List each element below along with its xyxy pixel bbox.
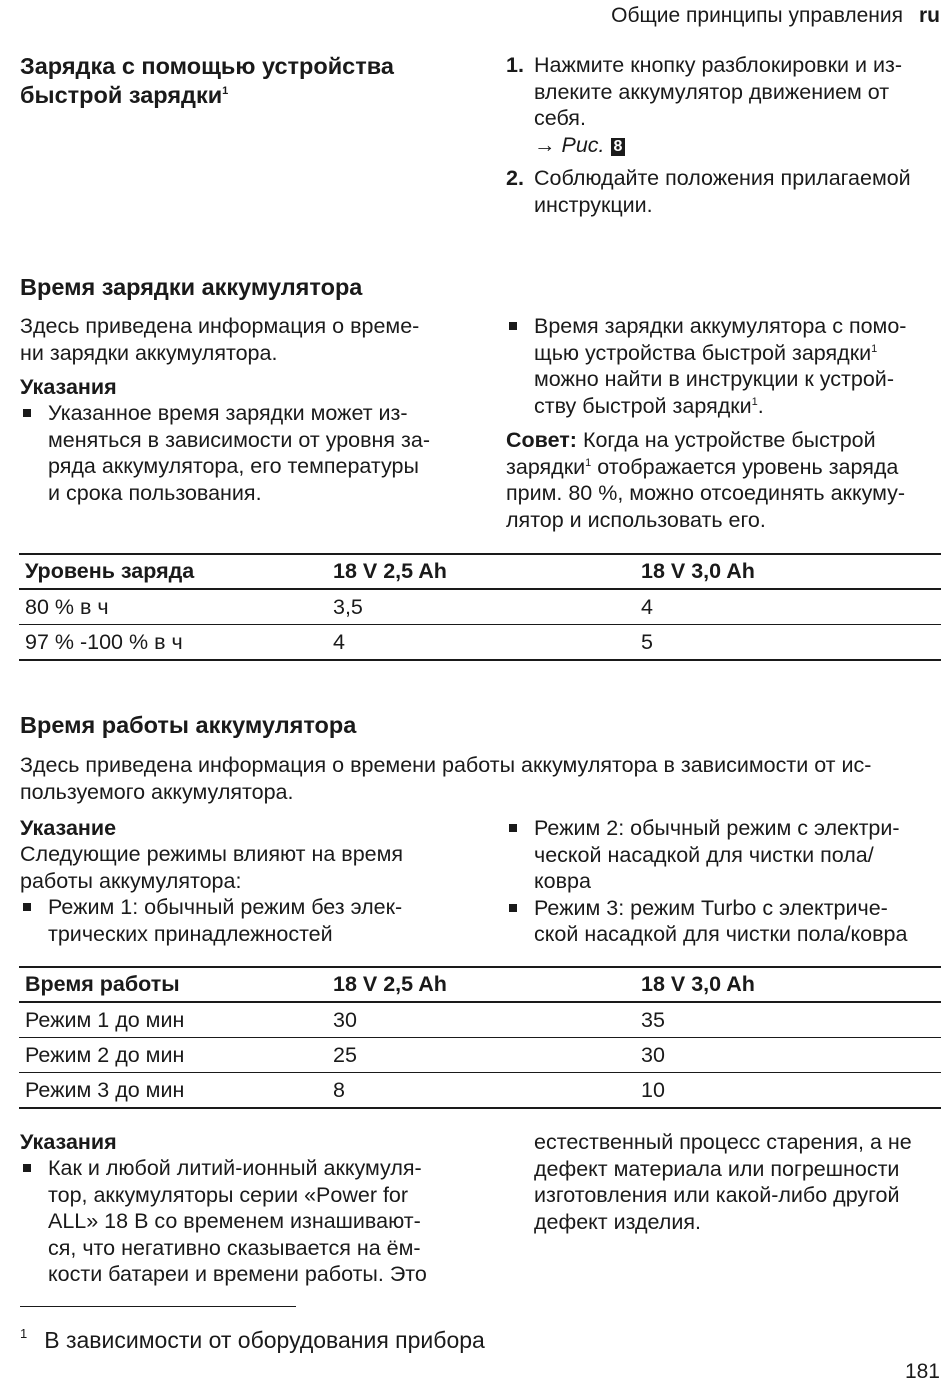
mode-3-item (506, 895, 946, 948)
text-line: Режим 3: режим Turbo с электриче- (534, 895, 888, 920)
tip-label: Совет: (506, 428, 577, 452)
footnote-text: В зависимости от оборудования прибора (44, 1327, 485, 1353)
table-row (19, 1038, 941, 1073)
step-2 (506, 165, 936, 218)
text-line: ству быстрой зарядки (534, 393, 752, 418)
column-header: Уровень заряда (19, 554, 327, 589)
table-row (19, 1002, 941, 1038)
bullet-icon (23, 1164, 31, 1172)
charge-time-table (19, 553, 941, 661)
quick-charge-heading (20, 52, 460, 110)
charge-time-title: Время зарядки аккумулятора (20, 274, 363, 300)
text-line: изготовления или какой-либо другой (534, 1183, 900, 1207)
figure-reference (534, 133, 625, 157)
aging-right-column (534, 1129, 944, 1235)
table-cell: 35 (635, 1002, 941, 1038)
text-line: Здесь приведена информация о времени работы аккумулятора в зависимости от ис- (20, 753, 872, 777)
note-intro (20, 841, 460, 894)
table-cell: 4 (327, 625, 635, 661)
text-line: Как и любой литий-ионный аккумуля- (48, 1156, 422, 1180)
text-line: кости батареи и времени работы. Это (48, 1262, 427, 1286)
text-line: дефект материала или погрешности (534, 1156, 900, 1181)
step-1 (506, 52, 936, 158)
figure-label: Рис. (561, 132, 605, 157)
footnote-ref: 1 (871, 342, 878, 355)
charge-time-intro (20, 313, 460, 366)
mode-1-item (20, 894, 460, 947)
table-cell: Режим 1 до мин (19, 1002, 327, 1038)
step-number: 2. (506, 166, 524, 190)
charge-note-2 (506, 313, 941, 419)
page-number: 181 (904, 1360, 940, 1383)
mode-2-item (506, 815, 946, 895)
bullet-icon (23, 409, 31, 417)
quick-charge-title-line1: Зарядка с помощью устройства (20, 53, 394, 79)
table-cell: 97 % -100 % в ч (19, 625, 327, 661)
quick-charge-steps (506, 52, 936, 218)
step-line: влеките аккумулятор движением от (534, 79, 890, 104)
footnote-divider (20, 1306, 296, 1307)
table-cell: 4 (635, 589, 941, 625)
column-header: 18 V 3,0 Ah (635, 967, 941, 1002)
text-line: естественный процесс старения, а не (534, 1130, 912, 1154)
table-cell: 8 (327, 1073, 635, 1109)
run-time-intro (20, 752, 940, 805)
table-cell: Режим 3 до мин (19, 1073, 327, 1109)
table-row (19, 1073, 941, 1109)
arrow-icon: → (534, 132, 556, 157)
run-time-heading (20, 711, 356, 740)
text-line: и срока пользования. (48, 480, 262, 505)
text-line: тор, аккумуляторы серии «Power for (48, 1182, 409, 1207)
table-cell: 30 (327, 1002, 635, 1038)
text-line: щью устройства быстрой зарядки (534, 340, 872, 365)
step-line: себя. (534, 106, 586, 130)
text-line: Указанное время зарядки может из- (48, 401, 408, 425)
text-line: трических принадлежностей (48, 921, 333, 946)
charge-time-table-wrap (19, 553, 941, 661)
text-line: Время зарядки аккумулятора с помо- (534, 314, 907, 338)
aging-left-column (20, 1129, 460, 1288)
text-line: Следующие режимы влияют на время (20, 842, 404, 866)
footnote-ref: 1 (222, 85, 229, 98)
language-code: ru (919, 4, 940, 27)
table-cell: 10 (635, 1073, 941, 1109)
run-time-table-wrap (19, 966, 941, 1109)
note-title: Указание (20, 816, 117, 840)
text-line: Здесь приведена информация о време- (20, 314, 420, 338)
table-cell: 3,5 (327, 589, 635, 625)
text-fragment: зарядки (506, 454, 586, 479)
step-line: инструкции. (534, 192, 653, 217)
text-line: прим. 80 %, можно отсоединять аккуму- (506, 481, 906, 505)
text-fragment: отображается уровень заряда (597, 454, 899, 479)
text-line: можно найти в инструкции к устрой- (534, 367, 894, 391)
bullet-icon (509, 824, 517, 832)
text-line: дефект изделия. (534, 1209, 701, 1234)
charge-time-heading (20, 273, 362, 302)
column-header: 18 V 3,0 Ah (635, 554, 941, 589)
text-line: ALL» 18 В со временем изнашивают- (48, 1209, 421, 1233)
table-header-row (19, 554, 941, 589)
table-cell: 5 (635, 625, 941, 661)
section-name: Общие принципы управления (611, 4, 903, 27)
table-cell: 30 (635, 1038, 941, 1073)
notes-title: Указания (20, 1130, 117, 1154)
step-number: 1. (506, 53, 524, 77)
text-line: меняться в зависимости от уровня за- (48, 427, 431, 452)
table-row (19, 625, 941, 661)
notes-title: Указания (20, 375, 117, 399)
bullet-icon (509, 904, 517, 912)
table-cell: 80 % в ч (19, 589, 327, 625)
text-line: ряда аккумулятора, его температуры (48, 454, 419, 478)
text-line: Режим 2: обычный режим с электри- (534, 816, 900, 840)
text-line: ни зарядки аккумулятора. (20, 340, 278, 365)
table-cell: Режим 2 до мин (19, 1038, 327, 1073)
text-line: лятор и использовать его. (506, 507, 766, 532)
run-time-table (19, 966, 941, 1109)
text-line: Когда на устройстве быстрой (582, 428, 876, 452)
footnote-ref: 1 (751, 395, 758, 408)
charge-time-right-column (506, 313, 941, 533)
text-line: работы аккумулятора: (20, 868, 242, 893)
run-time-left-column (20, 815, 460, 947)
figure-number-badge: 8 (611, 138, 626, 156)
charge-note-1 (20, 400, 460, 506)
table-cell: 25 (327, 1038, 635, 1073)
text-line: Режим 1: обычный режим без элек- (48, 895, 403, 919)
tip-paragraph (506, 427, 941, 533)
quick-charge-title-line2: быстрой зарядки (20, 82, 223, 108)
text-line: ковра (534, 869, 591, 893)
column-header: 18 V 2,5 Ah (327, 967, 635, 1002)
text-line: ческой насадкой для чистки пола/ (534, 842, 874, 867)
column-header: Время работы (19, 967, 327, 1002)
column-header: 18 V 2,5 Ah (327, 554, 635, 589)
text-line: ской насадкой для чистки пола/ковра (534, 922, 908, 946)
table-header-row (19, 967, 941, 1002)
bullet-icon (23, 903, 31, 911)
charge-time-left-column (20, 313, 460, 506)
run-time-title: Время работы аккумулятора (20, 712, 357, 738)
text-fragment: . (757, 393, 764, 418)
table-row (19, 589, 941, 625)
footnote-mark: 1 (20, 1326, 28, 1341)
aging-note (20, 1155, 460, 1288)
text-line: пользуемого аккумулятора. (20, 779, 294, 804)
footnote (20, 1320, 485, 1354)
step-line: Соблюдайте положения прилагаемой (534, 166, 911, 190)
bullet-icon (509, 322, 517, 330)
step-line: Нажмите кнопку разблокировки и из- (534, 53, 902, 77)
footnote-ref: 1 (585, 456, 592, 469)
running-header (611, 3, 940, 30)
text-line: ся, что негативно сказывается на ём- (48, 1235, 421, 1260)
run-time-right-column (506, 815, 946, 948)
